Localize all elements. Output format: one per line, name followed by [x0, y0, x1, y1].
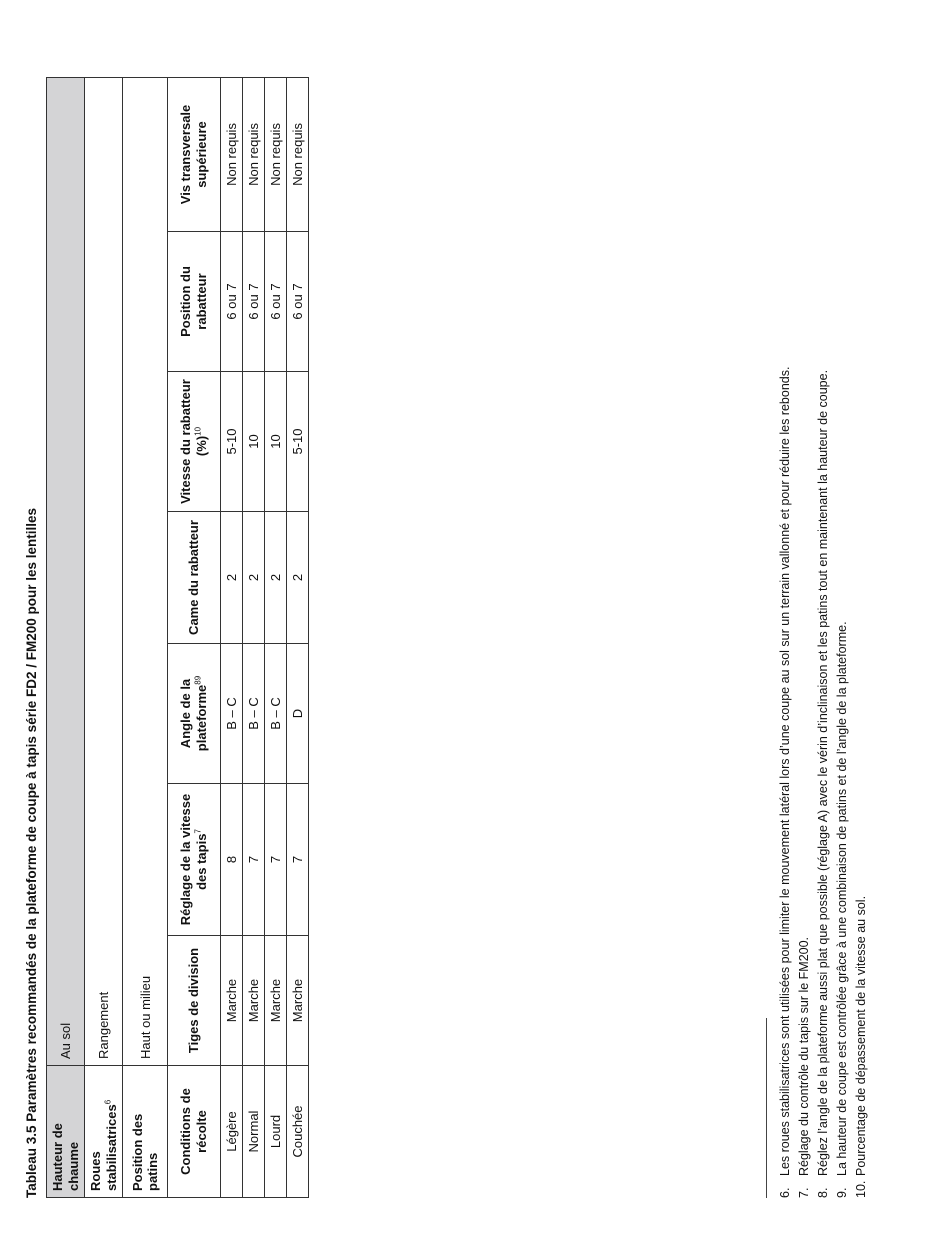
column-header-text: Angle de la plateforme [178, 678, 210, 752]
column-header [168, 644, 221, 784]
table-cell: Non requis [265, 77, 287, 231]
column-header [168, 936, 221, 1066]
footnote-text: Les roues stabilisatrices sont utilisées pour limiter le mouvement latéral lors d’une coupe au sol sur un terrain vallonné et pour réduire les rebonds. [778, 366, 792, 1176]
table-cell: 2 [287, 512, 309, 644]
table-cell: 5-10 [221, 372, 243, 512]
table-cell: 7 [243, 784, 265, 936]
footnote-ref: 6 [103, 1099, 113, 1105]
footnote-item [852, 48, 871, 1198]
footnote-ref: 89 [194, 675, 204, 685]
column-header-text: Tiges de division [186, 947, 202, 1054]
table-cell: 10 [265, 372, 287, 512]
table-cell: Lourd [265, 1066, 287, 1198]
footnote-text: Réglage du contrôle du tapis sur le FM200. [797, 936, 811, 1176]
general-row [123, 77, 168, 1197]
table-title: Tableau 3.5 Paramètres recommandés de la plateforme de coupe à tapis série FD2 / FM200 pour les lentilles [24, 507, 39, 1198]
table-cell: 2 [265, 512, 287, 644]
footnote-number: 10. [854, 1180, 868, 1198]
table-cell: B – C [243, 644, 265, 784]
footnote-divider [766, 1018, 767, 1198]
settings-table [46, 77, 309, 1198]
table-cell: 7 [265, 784, 287, 936]
column-header [168, 232, 221, 372]
general-row-value: Rangement [85, 77, 123, 1065]
table-cell: Non requis [221, 77, 243, 231]
table-cell: 7 [287, 784, 309, 936]
table-row [287, 77, 309, 1197]
footnote-text: Réglez l’angle de la plateforme aussi plat que possible (réglage A) avec le vérin d’inclinaison et les patins tout en maintenant la hauteur de coupe. [816, 369, 830, 1176]
column-header-text: Réglage de la vitesse des tapis [178, 793, 210, 926]
table-row [265, 77, 287, 1197]
table-cell: Marche [243, 936, 265, 1066]
footnote-text: La hauteur de coupe est contrôlée grâce à une combinaison de patins et de l’angle de la plateforme. [835, 621, 849, 1176]
table-cell: Marche [265, 936, 287, 1066]
column-header [168, 1066, 221, 1198]
general-row [47, 77, 85, 1197]
table-cell: Normal [243, 1066, 265, 1198]
column-header-text: Vitesse du rabatteur (%) [178, 379, 210, 504]
table-cell: Non requis [243, 77, 265, 231]
general-row-label [85, 1066, 123, 1198]
general-row-label: Position des patins [123, 1066, 168, 1198]
column-header-text: Came du rabatteur [186, 520, 202, 635]
footnote-ref: 7 [194, 829, 204, 834]
table-body [221, 77, 309, 1197]
footnote-text: Pourcentage de dépassement de la vitesse au sol. [854, 895, 868, 1176]
table-row [243, 77, 265, 1197]
table-cell: Marche [287, 936, 309, 1066]
table-cell: Non requis [287, 77, 309, 231]
footnote-ref: 10 [194, 426, 204, 436]
footnotes [776, 48, 871, 1198]
footnote-number: 7. [797, 1187, 811, 1198]
general-row [85, 77, 123, 1197]
table-cell: 6 ou 7 [221, 232, 243, 372]
table-cell: 2 [221, 512, 243, 644]
table-cell: 8 [221, 784, 243, 936]
footnote-item [814, 48, 833, 1198]
table-cell: 10 [243, 372, 265, 512]
footnote-item [776, 48, 795, 1198]
column-header [168, 77, 221, 231]
table-cell: 2 [243, 512, 265, 644]
footnote-item [795, 48, 814, 1198]
column-header-row [168, 77, 221, 1197]
table-cell: Marche [221, 936, 243, 1066]
column-header [168, 372, 221, 512]
table-cell: Légère [221, 1066, 243, 1198]
footnote-number: 8. [816, 1187, 830, 1198]
general-row-label-text: Roues stabilisatrices [88, 1104, 119, 1191]
table-cell: B – C [221, 644, 243, 784]
column-header-text: Vis transversale supérieure [178, 104, 210, 205]
table-cell: 6 ou 7 [243, 232, 265, 372]
column-header [168, 784, 221, 936]
footnote-number: 9. [835, 1187, 849, 1198]
general-row-label: Hauteur de chaume [47, 1066, 85, 1198]
column-header-text: Conditions de récolte [178, 1088, 210, 1175]
table-cell: B – C [265, 644, 287, 784]
table-row [221, 77, 243, 1197]
table-cell: 6 ou 7 [287, 232, 309, 372]
footnote-number: 6. [778, 1187, 792, 1198]
general-row-value: Haut ou milieu [123, 77, 168, 1065]
column-header [168, 512, 221, 644]
table-cell: 5-10 [287, 372, 309, 512]
table-cell: D [287, 644, 309, 784]
table-cell: 6 ou 7 [265, 232, 287, 372]
general-row-value: Au sol [47, 77, 85, 1065]
footnote-item [833, 48, 852, 1198]
table-cell: Couchée [287, 1066, 309, 1198]
column-header-text: Position du rabatteur [178, 266, 210, 337]
